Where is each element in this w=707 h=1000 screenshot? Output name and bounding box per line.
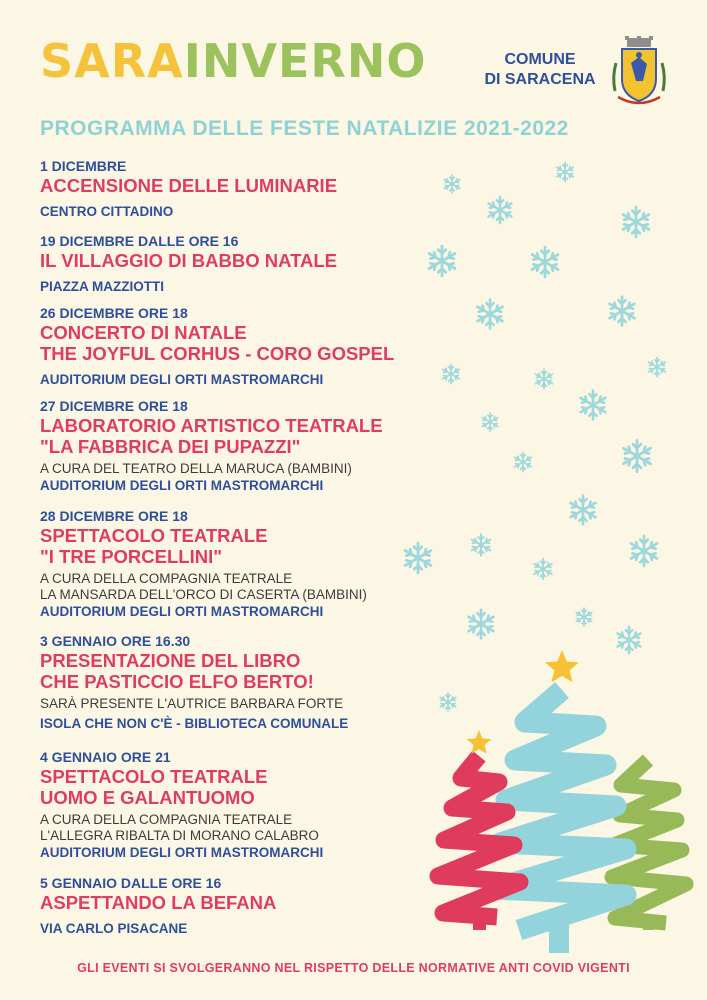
event-3 [40,304,460,388]
event-note: SARÀ PRESENTE L'AUTRICE BARBARA FORTE [40,696,344,711]
comune-line-1: COMUNE [504,51,576,68]
title-part-inverno: INVERNO [183,34,427,88]
christmas-tree-icon [493,690,626,953]
snowflake-icon [623,440,650,471]
event-title: IL VILLAGGIO DI BABBO NATALE [40,250,338,271]
event-title: "I TRE PORCELLINI" [40,546,222,567]
snowflake-icon [536,369,553,388]
town-crest-icon [610,33,668,113]
snowflake-icon [649,357,666,376]
event-place: AUDITORIUM DEGLI ORTI MASTROMARCHI [40,478,324,493]
snowflake-icon [515,452,532,471]
program-subtitle: PROGRAMMA DELLE FESTE NATALIZIE 2021-2022 [40,117,569,140]
star-icon [545,650,579,682]
snowflake-icon [610,297,635,326]
municipality-label [470,50,610,90]
event-title: SPETTACOLO TEATRALE [40,766,268,787]
event-title: ACCENSIONE DELLE LUMINARIE [40,175,338,196]
event-date: 1 DICEMBRE [40,158,127,174]
event-6 [40,632,460,732]
event-title: THE JOYFUL CORHUS - CORO GOSPEL [40,343,395,364]
event-date: 5 GENNAIO DALLE ORE 16 [40,875,222,891]
poster-title [40,34,427,88]
snowflake-icon [489,197,512,223]
event-place: AUDITORIUM DEGLI ORTI MASTROMARCHI [40,845,324,860]
event-2 [40,232,460,295]
event-place: AUDITORIUM DEGLI ORTI MASTROMARCHI [40,604,324,619]
event-8 [40,874,460,937]
comune-line-2: DI SARACENA [484,71,596,88]
snowflake-icon [472,534,491,556]
snowflake-icon [618,627,641,653]
event-place: ISOLA CHE NON C'È - BIBLIOTECA COMUNALE [40,716,349,731]
event-title: UOMO E GALANTUOMO [40,787,255,808]
event-note: A CURA DELLA COMPAGNIA TEATRALE [40,571,293,586]
event-note: A CURA DEL TEATRO DELLA MARUCA (BAMBINI) [40,461,352,476]
event-date: 4 GENNAIO ORE 21 [40,749,171,765]
event-date: 27 DICEMBRE ORE 18 [40,398,188,414]
event-4 [40,397,460,494]
event-1 [40,157,460,220]
event-title: SPETTACOLO TEATRALE [40,525,268,546]
snowflake-icon [478,300,503,329]
event-date: 26 DICEMBRE ORE 18 [40,305,188,321]
event-date: 19 DICEMBRE DALLE ORE 16 [40,233,239,249]
footer-notice: GLI EVENTI SI SVOLGERANNO NEL RISPETTO DELLE NORMATIVE ANTI COVID VIGENTI [77,961,630,975]
snowflake-icon [571,496,596,525]
event-place: PIAZZA MAZZIOTTI [40,279,164,294]
event-7 [40,748,460,861]
event-title: CHE PASTICCIO ELFO BERTO! [40,671,314,692]
event-title: CONCERTO DI NATALE [40,322,247,343]
snowflake-icon [557,162,574,181]
snowflake-icon [631,536,657,566]
snowflake-icon [576,608,592,626]
event-title: LABORATORIO ARTISTICO TEATRALE [40,415,383,436]
event-title: ASPETTANDO LA BEFANA [40,892,277,913]
event-note: LA MANSARDA DELL'ORCO DI CASERTA (BAMBINI) [40,587,367,602]
event-date: 28 DICEMBRE ORE 18 [40,508,188,524]
event-note: L'ALLEGRA RIBALTA DI MORANO CALABRO [40,828,319,843]
event-place: VIA CARLO PISACANE [40,921,188,936]
snowflake-icon [532,247,558,277]
event-5 [40,507,460,620]
event-title: "LA FABBRICA DEI PUPAZZI" [40,436,301,457]
event-place: AUDITORIUM DEGLI ORTI MASTROMARCHI [40,372,324,387]
snowflake-icon [581,391,606,420]
snowflake-icon [469,610,494,639]
event-date: 3 GENNAIO ORE 16.30 [40,633,191,649]
star-icon [467,730,492,754]
event-note: A CURA DELLA COMPAGNIA TEATRALE [40,812,293,827]
event-title: PRESENTAZIONE DEL LIBRO [40,650,301,671]
snowflake-icon [534,559,552,579]
title-part-sara: SARA [40,34,184,88]
snowflake-icon [623,207,649,237]
snowflake-icon [482,413,498,431]
event-place: CENTRO CITTADINO [40,204,174,219]
